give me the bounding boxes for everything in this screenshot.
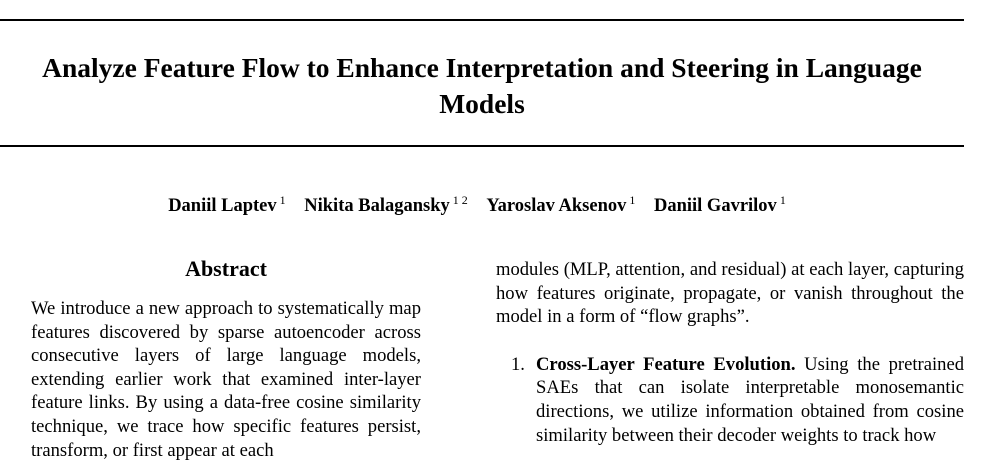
list-item-text: Using the pretrained SAEs that can isolate interpretable monosemantic directions, we utilize information obtained from cosine similarity between their decoder weights to track how [536,353,964,446]
author-affiliation: 1 2 [452,193,468,207]
author-name: Daniil Laptev [168,196,277,216]
list-number: 1. [511,353,525,375]
author-name: Daniil Gavrilov [653,196,777,216]
author-name: Yaroslav Aksenov [486,196,627,216]
author-list [0,188,954,218]
intro-column [496,258,964,447]
list-item [496,353,964,447]
paper-title: Analyze Feature Flow to Enhance Interpretation and Steering in Language Models [42,52,922,119]
abstract-text: We introduce a new approach to systematically map features discovered by sparse autoencoder across consecutive layers of large language models, extending earlier work that examined inter-layer feature links. By using a data-free cosine similarity technique, we trace how specific features persist, transform, or first appear at each [31,298,421,461]
author-affiliation: 1 [629,193,636,207]
intro-paragraph: modules (MLP, attention, and residual) at each layer, capturing how features originate, propagate, or vanish throughout the model in a form of “flow graphs”. [496,259,964,328]
top-rule [0,19,964,21]
author [653,193,786,216]
author [168,193,286,216]
contribution-list [496,353,964,447]
abstract-heading: Abstract [185,256,267,281]
author [486,193,636,216]
author [304,193,468,216]
author-affiliation: 1 [779,193,786,207]
author-name: Nikita Balagansky [304,196,450,216]
author-affiliation: 1 [279,193,286,207]
bottom-rule [0,145,964,147]
list-item-heading: Cross-Layer Feature Evolution. [536,353,796,375]
